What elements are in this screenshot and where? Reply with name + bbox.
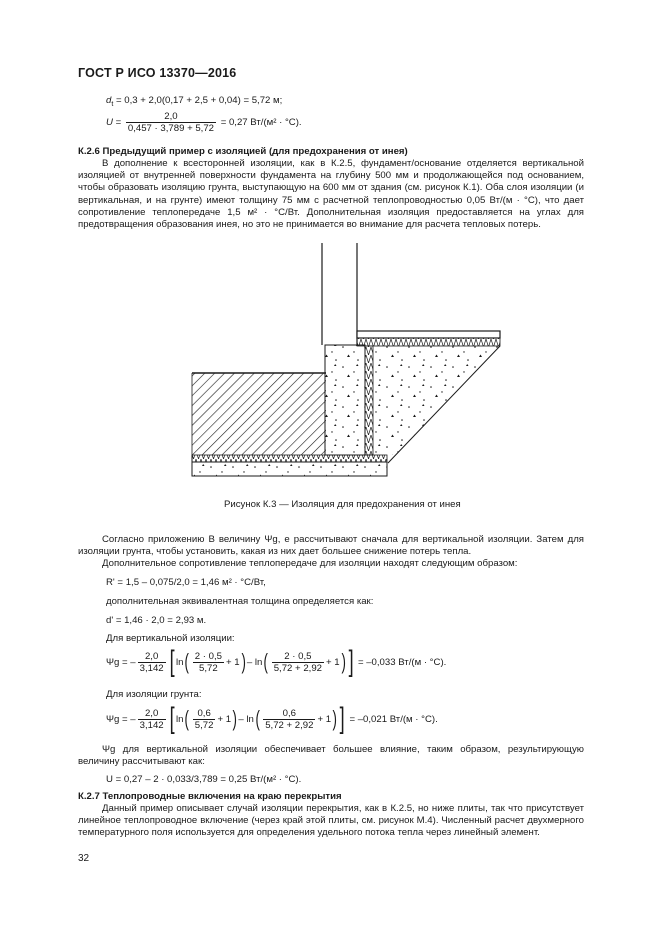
eq-vert-result: = –0,033 Вт/(м · °С).	[357, 656, 447, 668]
equation-ground	[106, 702, 438, 735]
frost-insulation-figure	[186, 243, 516, 483]
left-bracket: [	[169, 702, 175, 735]
plus-one: + 1	[225, 656, 240, 668]
equation-u-result: = 0,27 Вт/(м² · °С).	[220, 117, 302, 128]
equation-dt: $d_t = 0,3 + 2,0(0,17 + 2,5 + 0,04) = 5,72$ м;	[106, 95, 283, 108]
left-paren: (	[255, 706, 260, 731]
page-number: 32	[78, 853, 90, 864]
paragraph-vertical: Для вертикальной изоляции:	[106, 633, 235, 644]
fraction-numerator: 2 · 0,5	[194, 650, 222, 662]
right-bracket: ]	[348, 645, 354, 678]
fraction	[193, 651, 224, 674]
paragraph-ground: Для изоляции грунта:	[106, 689, 202, 700]
fraction	[272, 651, 324, 674]
fraction	[263, 708, 315, 731]
ground-insulation	[192, 455, 387, 462]
left-paren: (	[263, 649, 269, 674]
paragraph-effect-text: Ψg для вертикальной изоляции обеспечивает большее влияние, таким образом, результирующую величину рассчитывают как:	[78, 744, 584, 768]
equation-final: U = 0,27 – 2 · 0,033/3,789 = 0,25 Вт/(м² · °С).	[106, 774, 302, 785]
equation-u: U = $\frac{2,0}{0,457 \cdot 3,789 + 5,72}$ = 0,27 Вт/(м² · °С).	[106, 111, 302, 134]
base-layer	[192, 462, 387, 476]
floor-slab	[357, 331, 500, 338]
section-text-k27-body: Данный пример описывает случай изоляции перекрытия, как в К.2.5, но ниже плиты, так что присутствует линейное теплопроводное включение (через край этой плиты, см. рисунок М.4). Численный расчет двухмерного температурного поля используется для определения удельного потока тепла через линейный элемент.	[78, 803, 584, 839]
fraction-numerator: 2,0	[126, 111, 216, 123]
fraction-denominator: 3,142	[139, 719, 164, 731]
eq-ground-result: = –0,021 Вт/(м · °С).	[349, 713, 438, 725]
equation-d: d' = 1,46 · 2,0 = 2,93 м.	[106, 615, 207, 626]
section-heading-k26: К.2.6 Предыдущий пример с изоляцией (для предохранения от инея)	[78, 146, 408, 157]
fraction-numerator: 0,6	[193, 708, 216, 720]
wall-shape	[322, 243, 357, 345]
fraction	[138, 651, 166, 674]
fraction-numerator: 2,0	[138, 651, 166, 663]
foundation-block	[325, 345, 365, 455]
fill-under-slab	[373, 346, 500, 455]
fraction	[138, 708, 166, 731]
paragraph-equivalent: дополнительная эквивалентная толщина определяется как:	[106, 596, 374, 607]
figure-caption: Рисунок К.3 — Изоляция для предохранения от инея	[224, 499, 461, 510]
vertical-insulation	[365, 346, 373, 455]
plus-one: + 1	[217, 713, 232, 725]
right-bracket: ]	[340, 702, 346, 735]
fraction-denominator: 5,72	[194, 719, 214, 731]
section-text-k26-body: В дополнение к всесторонней изоляции, как в К.2.5, фундамент/основание отделяется вертикальной изоляцией от внутренней поверхности фундамента на глубину 500 мм и продолжающейся под основанием, чтобы образовать изоляцию грунта, выступающую на 600 мм от здания (см. рисунок К.1). Оба слоя изоляции (и вертикальная, и на грунте) имеют толщину 75 мм с расчетной теплопроводностью 0,05 Вт/(м · °С), что дает сопротивление теплопередаче 1,5 м² · °С/Вт. Дополнительная изоляция предоставляется на углах для предотвращения образования инея, но это не принимается во внимание для расчета тепловых потерь.	[78, 158, 584, 231]
minus-ln-label: – ln	[238, 713, 254, 725]
minus-ln-label: – ln	[246, 656, 263, 668]
paragraph-effect	[78, 744, 584, 768]
right-paren: )	[232, 706, 237, 731]
right-paren: )	[332, 706, 337, 731]
section-text-k27	[78, 803, 584, 840]
slab-insulation	[357, 338, 500, 346]
ln-label: ln	[175, 713, 184, 725]
fraction-denominator: 5,72	[199, 662, 218, 674]
fraction-denominator: 5,72 + 2,92	[265, 719, 314, 731]
fraction-numerator: 2,0	[138, 708, 166, 720]
right-paren: )	[241, 649, 246, 674]
paragraph-resistance	[78, 558, 584, 570]
plus-one: + 1	[326, 656, 340, 668]
fraction-numerator: 2 · 0,5	[272, 651, 324, 663]
fraction	[126, 111, 216, 134]
fraction-numerator: 0,6	[263, 708, 315, 720]
paragraph-annex	[78, 534, 584, 558]
fraction	[193, 708, 216, 731]
ln-label: ln	[175, 656, 184, 668]
eq-ground-lhs: Ψg = –	[106, 713, 136, 725]
right-paren: )	[341, 649, 346, 674]
paragraph-annex-text: Согласно приложению В величину Ψg, e рассчитывают сначала для вертикальной изоляции. Затем для изоляции грунта, чтобы установить, какая из них дает большее снижение потерь тепла.	[78, 534, 584, 558]
document-header: ГОСТ Р ИСО 13370—2016	[78, 66, 237, 80]
soil-hatch	[192, 373, 326, 455]
left-paren: (	[184, 649, 190, 674]
eq-vert-lhs: Ψg = –	[106, 656, 136, 668]
plus-one: + 1	[317, 713, 332, 725]
fraction-denominator: 3,142	[139, 662, 164, 674]
fraction-denominator: 5,72 + 2,92	[273, 662, 322, 674]
equation-r: R' = 1,5 – 0,075/2,0 = 1,46 м² · °С/Вт,	[106, 577, 266, 588]
section-text-k26	[78, 158, 584, 231]
equation-vertical	[106, 645, 447, 678]
equation-dt-text: = 0,3 + 2,0(0,17 + 2,5 + 0,04) = 5,72 м;	[115, 95, 283, 106]
left-bracket: [	[169, 645, 175, 678]
fraction-denominator: 0,457 · 3,789 + 5,72	[127, 123, 215, 134]
paragraph-resistance-text: Дополнительное сопротивление теплопередаче для изоляции находят следующим образом:	[102, 558, 518, 569]
left-paren: (	[184, 706, 190, 731]
section-heading-k27: К.2.7 Теплопроводные включения на краю перекрытия	[78, 791, 342, 802]
